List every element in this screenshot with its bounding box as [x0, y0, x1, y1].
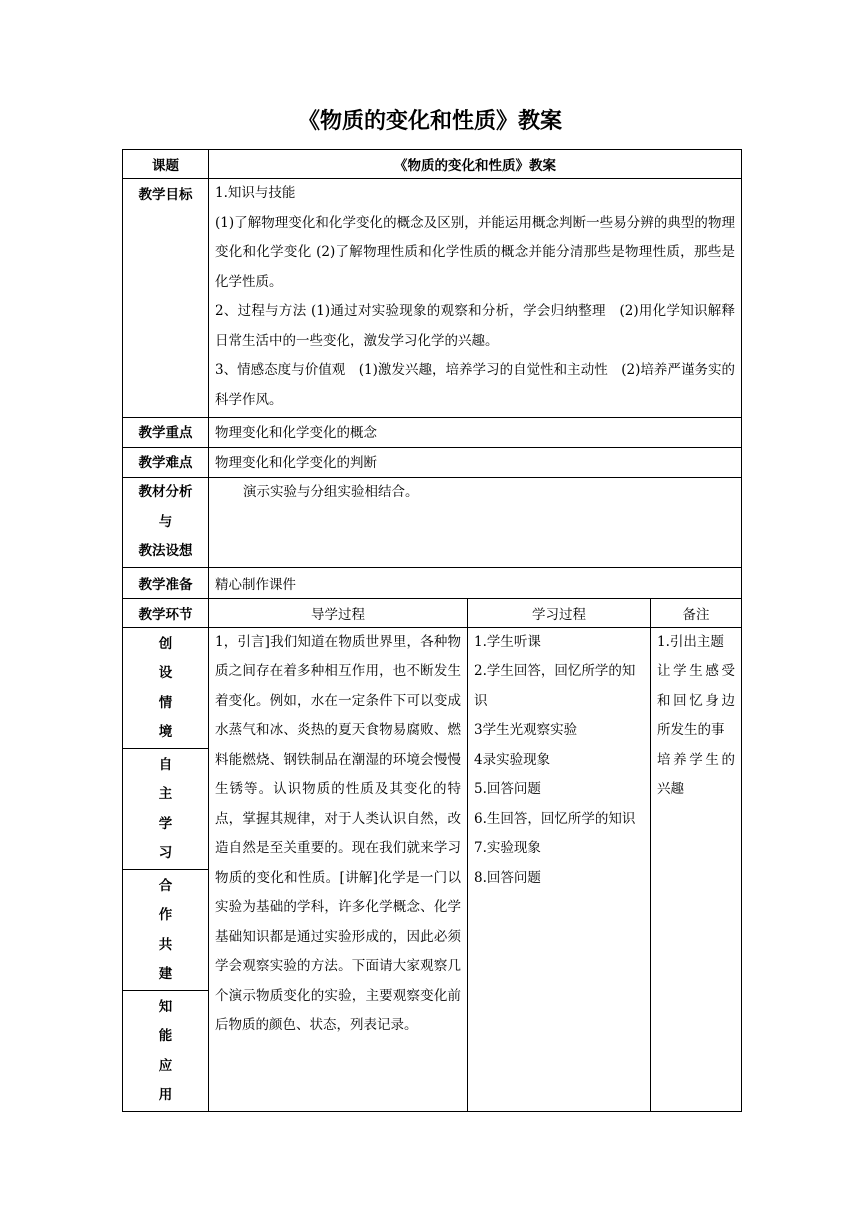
stage-cell — [123, 627, 209, 748]
analysis-label — [123, 478, 209, 568]
preparation-label: 教学准备 — [123, 567, 209, 598]
preparation-value: 精心制作课件 — [209, 567, 742, 598]
objectives-label: 教学目标 — [123, 179, 209, 418]
remark-item: 让学生感受和回忆身边所发生的事 — [657, 663, 736, 738]
analysis-label-line: 与 — [158, 513, 173, 530]
guide-header: 导学过程 — [209, 598, 468, 627]
difficulty-value: 物理变化和化学变化的判断 — [209, 448, 742, 478]
objectives-line: 1.知识与技能 — [215, 185, 296, 201]
key-point-row — [123, 418, 742, 448]
stage-header: 教学环节 — [123, 598, 209, 627]
stage-char: 作 — [158, 907, 173, 923]
key-point-value: 物理变化和化学变化的概念 — [209, 418, 742, 448]
stage-char: 应 — [158, 1057, 173, 1074]
stage-char: 学 — [158, 815, 173, 832]
document-title: 《物质的变化和性质》教案 — [297, 109, 562, 134]
stage-char: 主 — [158, 786, 173, 802]
stage-char: 建 — [158, 966, 173, 982]
stage-cell — [123, 869, 209, 990]
remark-item: 培养学生的兴趣 — [657, 751, 736, 797]
difficulty-label: 教学难点 — [123, 448, 209, 478]
learn-header: 学习过程 — [468, 598, 651, 627]
analysis-label-line: 教材分析 — [138, 484, 193, 500]
learning-process-list — [468, 627, 651, 1111]
stage-char: 设 — [158, 665, 173, 681]
stage-char: 合 — [158, 877, 173, 894]
objectives-line: 3、情感态度与价值观 (1)激发兴趣，培养学习的自觉性和主动性 (2)培养严谨务实的科学作风。 — [215, 362, 736, 408]
preparation-row — [123, 567, 742, 598]
remark-header: 备注 — [651, 598, 742, 627]
process-row — [123, 627, 742, 748]
learning-item: 4录实验现象 — [474, 751, 551, 768]
stage-char: 用 — [158, 1087, 173, 1103]
guide-process-text: 1，引言]我们知道在物质世界里，各种物质之间存在着多种相互作用，也不断发生着变化。例如，水在一定条件下可以变成水蒸气和冰、炎热的夏天食物易腐败、燃料能燃烧、钢铁制品在潮湿的环境会慢慢生锈等。认识物质的性质及其变化的特点，掌握其规律，对于人类认识自然，改造自然是至关重要的。现在我们就来学习物质的变化和性质。[讲解]化学是一门以实验为基础的学科，许多化学概念、化学基础知识都是通过实验形成的，因此必须学会观察实验的方法。下面请大家观察几个演示物质变化的实验，主要观察变化前后物质的颜色、状态，列表记录。 — [209, 627, 468, 1111]
stage-char: 情 — [158, 694, 173, 711]
learning-item: 7.实验现象 — [474, 840, 541, 856]
learning-item: 1.学生听课 — [474, 633, 541, 650]
learning-item: 2.学生回答，回忆所学的知识 — [474, 663, 636, 709]
analysis-label-line: 教法设想 — [138, 543, 193, 559]
stage-char: 创 — [158, 635, 173, 652]
learning-item: 8.回答问题 — [474, 869, 541, 886]
stage-char: 能 — [158, 1028, 173, 1044]
process-header-row — [123, 598, 742, 627]
objectives-row — [123, 179, 742, 418]
objectives-line: (1)了解物理变化和化学变化的概念及区别，并能运用概念判断一些易分辨的典型的物理变化和化学变化 (2)了解物理性质和化学性质的概念并能分清那些是物理性质，那些是化学性质。 — [215, 214, 736, 290]
topic-value: 《物质的变化和性质》教案 — [209, 150, 742, 179]
stage-cell — [123, 990, 209, 1111]
difficulty-row — [123, 448, 742, 478]
topic-row — [123, 150, 742, 179]
stage-char: 境 — [158, 724, 173, 740]
learning-item: 5.回答问题 — [474, 781, 541, 797]
learning-item: 3学生光观察实验 — [474, 722, 578, 738]
stage-char: 知 — [158, 998, 173, 1015]
analysis-value: 演示实验与分组实验相结合。 — [209, 478, 742, 568]
remarks-cell — [651, 627, 742, 1111]
stage-char: 自 — [158, 756, 173, 773]
analysis-row — [123, 478, 742, 568]
remark-item: 1.引出主题 — [657, 633, 724, 650]
key-point-label: 教学重点 — [123, 418, 209, 448]
topic-label: 课题 — [123, 150, 209, 179]
stage-cell — [123, 748, 209, 869]
stage-char: 共 — [158, 936, 173, 953]
learning-item: 6.生回答，回忆所学的知识 — [474, 810, 636, 827]
lesson-plan-table — [122, 149, 742, 1112]
stage-char: 习 — [158, 845, 173, 861]
objectives-content — [209, 179, 742, 418]
objectives-line: 2、过程与方法 (1)通过对实验现象的观察和分析，学会归纳整理 (2)用化学知识解释日常生活中的一些变化，激发学习化学的兴趣。 — [215, 303, 736, 349]
